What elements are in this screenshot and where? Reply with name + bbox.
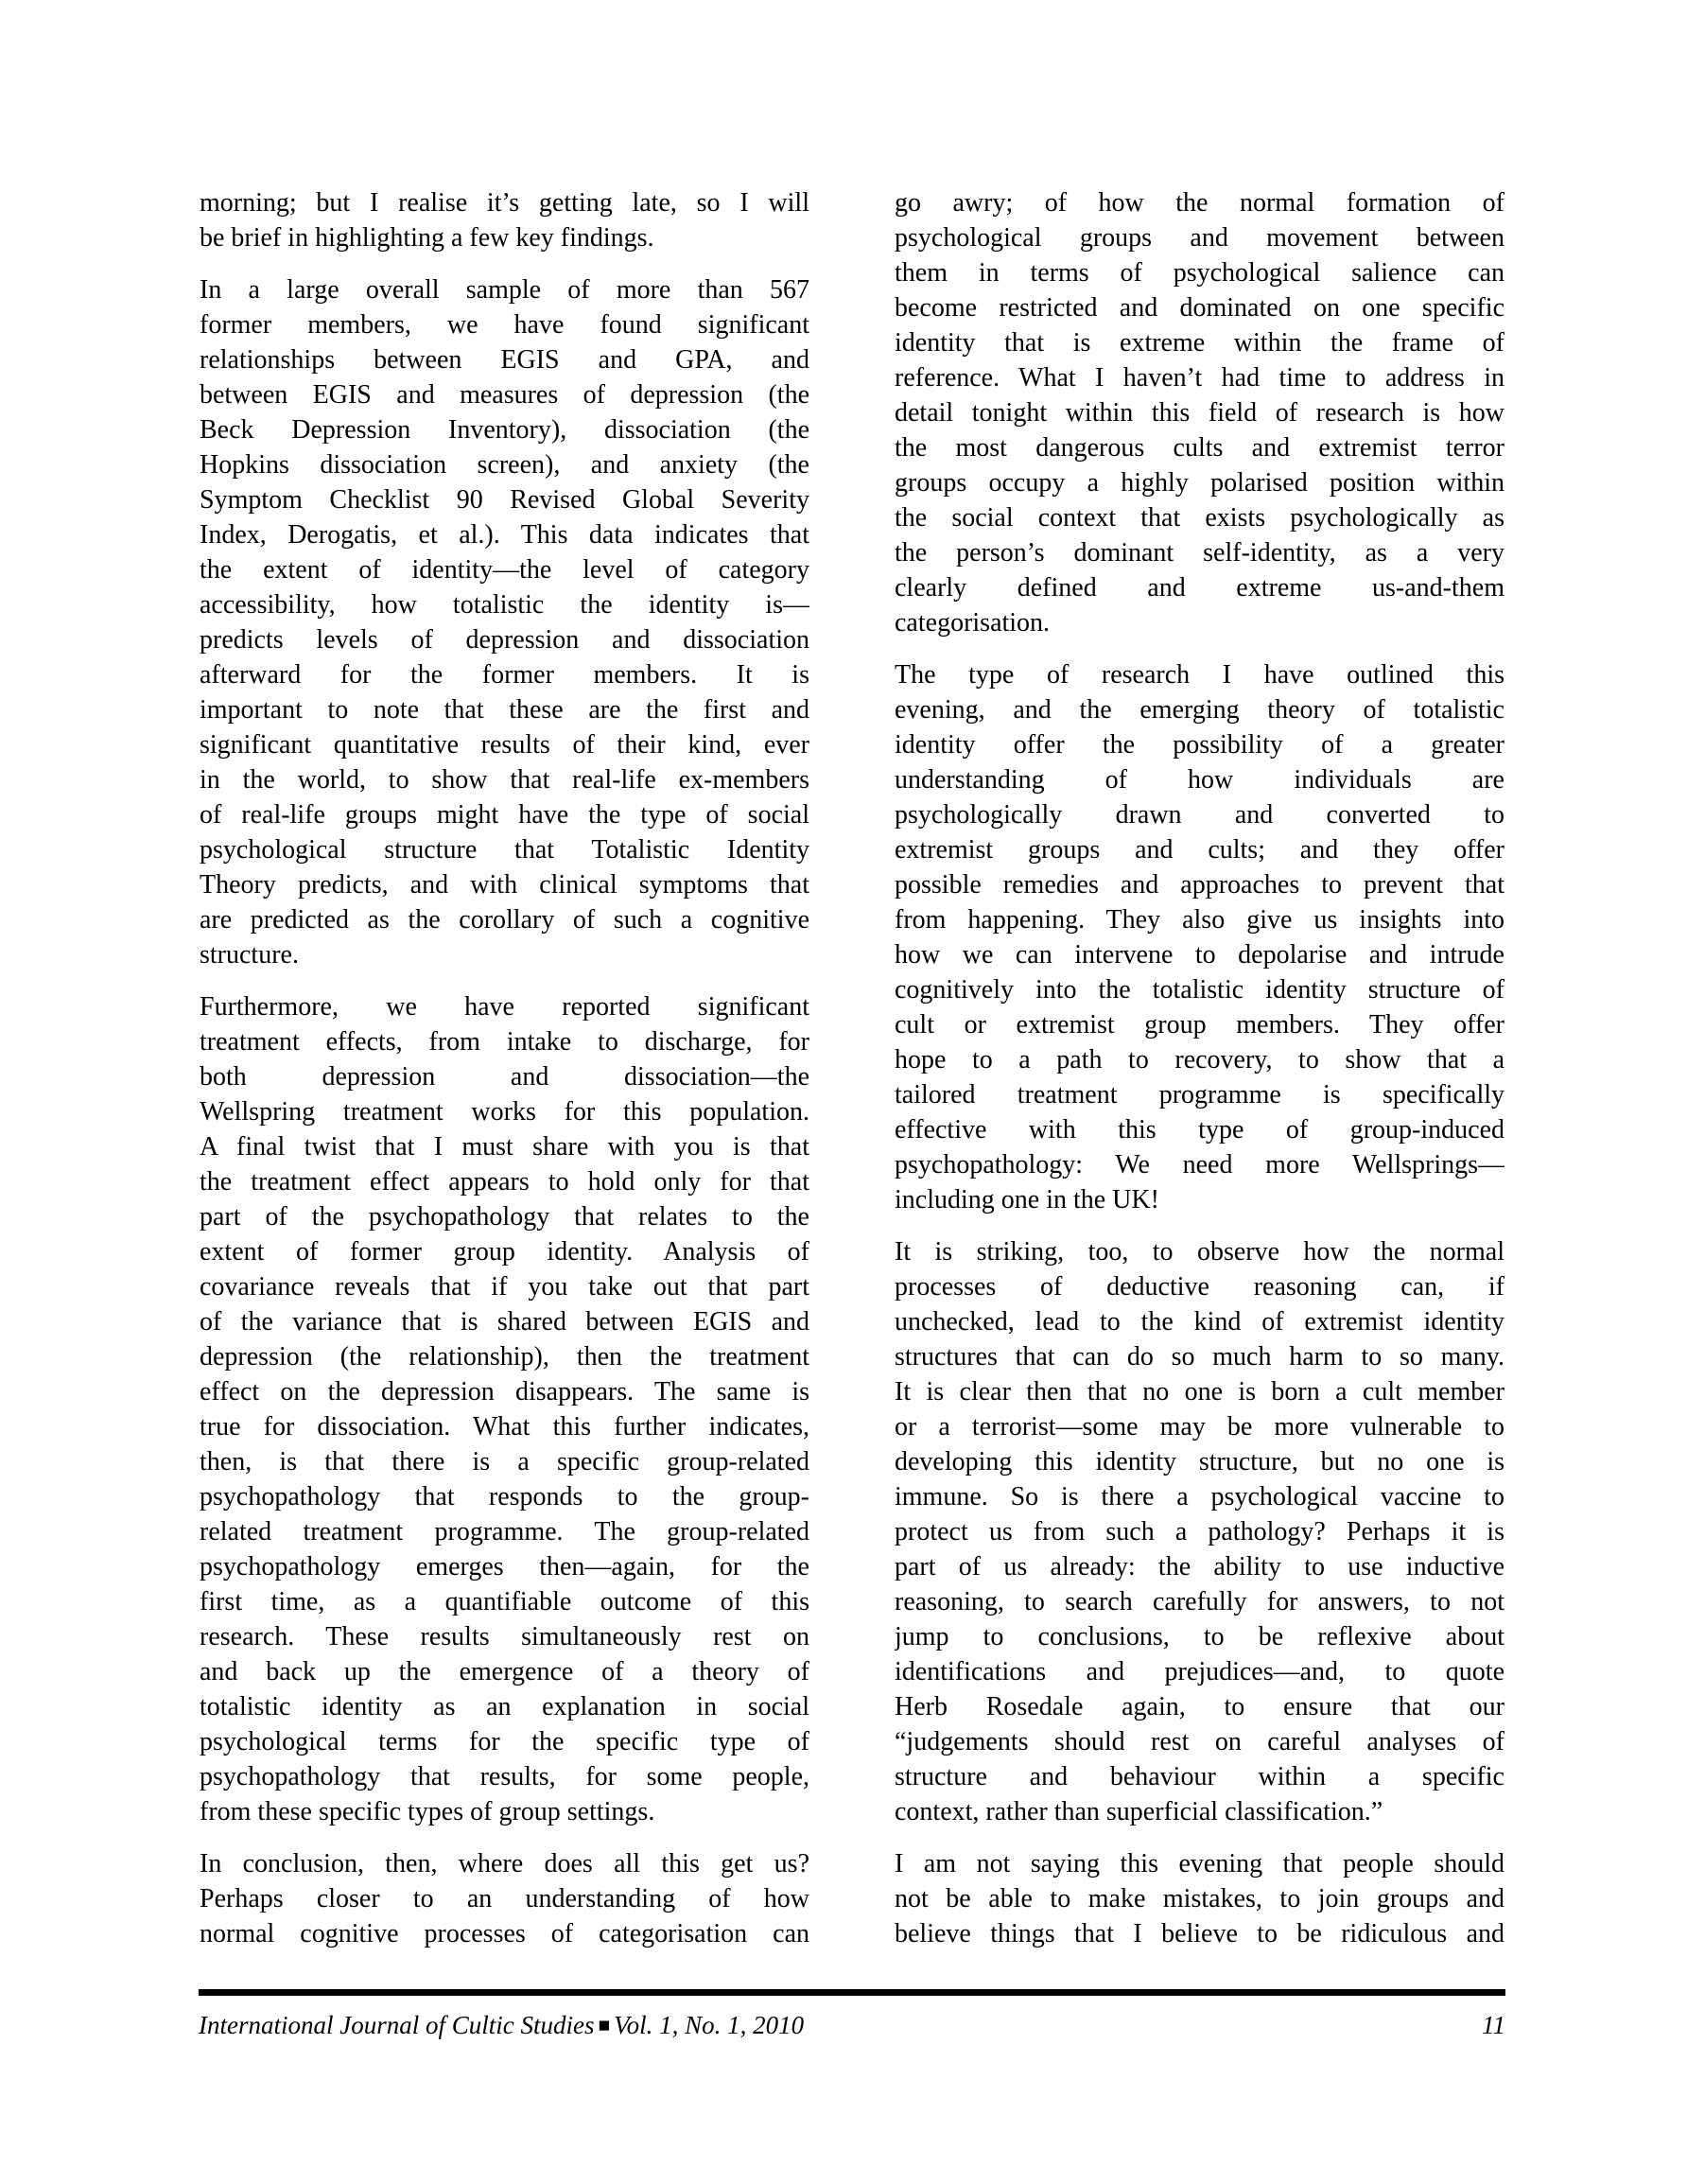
text-line: from these specific types of group settings. xyxy=(200,1797,655,1826)
text-line: structures that can do so much harm to so many. xyxy=(895,1342,1504,1372)
text-line: the treatment effect appears to hold only for that xyxy=(200,1167,809,1197)
text-line: Theory predicts, and with clinical symptoms that xyxy=(200,870,809,900)
text-line: hope to a path to recovery, to show that a xyxy=(895,1045,1504,1075)
text-line: psychological terms for the specific type of xyxy=(200,1727,809,1756)
text-column-right xyxy=(895,185,1504,1968)
text-line: part of the psychopathology that relates to the xyxy=(200,1202,809,1232)
text-line: or a terrorist—some may be more vulnerable to xyxy=(895,1412,1504,1441)
text-line: psychopathology emerges then—again, for the xyxy=(200,1552,809,1581)
text-line: totalistic identity as an explanation in social xyxy=(200,1692,809,1721)
paragraph xyxy=(200,1846,809,1951)
text-line: structure. xyxy=(200,940,299,970)
text-line: In a large overall sample of more than 567 xyxy=(200,275,809,305)
text-line: Furthermore, we have reported significant xyxy=(200,992,809,1022)
text-line: significant quantitative results of their kind, ever xyxy=(200,730,809,760)
text-line: clearly defined and extreme us-and-them xyxy=(895,573,1504,603)
text-line: depression (the relationship), then the treatment xyxy=(200,1342,809,1372)
text-line: the person’s dominant self-identity, as a very xyxy=(895,538,1504,568)
text-line: processes of deductive reasoning can, if xyxy=(895,1272,1504,1302)
text-line: of real-life groups might have the type of social xyxy=(200,800,809,830)
text-line: Perhaps closer to an understanding of how xyxy=(200,1884,809,1913)
text-line: Index, Derogatis, et al.). This data indicates that xyxy=(200,520,809,550)
text-line: relationships between EGIS and GPA, and xyxy=(200,345,809,375)
text-line: detail tonight within this field of research is how xyxy=(895,398,1504,428)
text-line: Symptom Checklist 90 Revised Global Severity xyxy=(200,485,809,515)
issue-info: Vol. 1, No. 1, 2010 xyxy=(614,2011,805,2039)
text-line: immune. So is there a psychological vaccine to xyxy=(895,1482,1504,1511)
text-line: the most dangerous cults and extremist terror xyxy=(895,433,1504,463)
text-line: of the variance that is shared between EGIS and xyxy=(200,1307,809,1337)
text-line: believe things that I believe to be ridiculous and xyxy=(895,1919,1504,1948)
text-line: reasoning, to search carefully for answers, to not xyxy=(895,1587,1504,1616)
text-line: identity offer the possibility of a greater xyxy=(895,730,1504,760)
text-line: The type of research I have outlined this xyxy=(895,660,1504,690)
text-line: “judgements should rest on careful analyses of xyxy=(895,1727,1504,1756)
text-line: effect on the depression disappears. The same is xyxy=(200,1377,809,1406)
text-line: groups occupy a highly polarised position within xyxy=(895,468,1504,498)
text-line: normal cognitive processes of categorisation can xyxy=(200,1919,809,1948)
text-line: Wellspring treatment works for this population. xyxy=(200,1097,809,1127)
page-number: 11 xyxy=(1482,2011,1505,2039)
text-line: identifications and prejudices—and, to quote xyxy=(895,1657,1504,1686)
text-line: treatment effects, from intake to discharge, for xyxy=(200,1027,809,1057)
footer-journal-info xyxy=(199,2009,804,2043)
text-line: categorisation. xyxy=(895,608,1051,638)
text-line: become restricted and dominated on one specific xyxy=(895,293,1504,323)
text-line: former members, we have found significant xyxy=(200,310,809,340)
text-line: including one in the UK! xyxy=(895,1185,1159,1214)
text-line: In conclusion, then, where does all this get us? xyxy=(200,1849,809,1878)
footer-rule xyxy=(199,1989,1505,1996)
text-line: possible remedies and approaches to prevent that xyxy=(895,870,1504,900)
square-separator-icon: ■ xyxy=(598,2014,611,2036)
paragraph xyxy=(200,989,809,1829)
paragraph xyxy=(895,657,1504,1217)
paragraph xyxy=(895,185,1504,640)
text-line: from happening. They also give us insights into xyxy=(895,905,1504,935)
text-line: are predicted as the corollary of such a cognitive xyxy=(200,905,809,935)
text-line: important to note that these are the first and xyxy=(200,695,809,725)
text-line: and back up the emergence of a theory of xyxy=(200,1657,809,1686)
text-line: first time, as a quantifiable outcome of this xyxy=(200,1587,809,1616)
text-line: effective with this type of group-induced xyxy=(895,1115,1504,1144)
text-line: psychopathology: We need more Wellsprings— xyxy=(895,1150,1504,1179)
text-line: A final twist that I must share with you is that xyxy=(200,1132,809,1162)
paragraph xyxy=(200,185,809,255)
text-line: not be able to make mistakes, to join groups and xyxy=(895,1884,1504,1913)
text-line: covariance reveals that if you take out that part xyxy=(200,1272,809,1302)
text-line: psychopathology that results, for some people, xyxy=(200,1762,809,1791)
paragraph xyxy=(200,272,809,972)
text-line: unchecked, lead to the kind of extremist identity xyxy=(895,1307,1504,1337)
page-footer xyxy=(199,2009,1505,2043)
text-line: extremist groups and cults; and they offer xyxy=(895,835,1504,865)
text-line: accessibility, how totalistic the identity is— xyxy=(200,590,809,620)
text-line: then, is that there is a specific group-related xyxy=(200,1447,809,1476)
text-line: both depression and dissociation—the xyxy=(200,1062,809,1092)
text-line: afterward for the former members. It is xyxy=(200,660,809,690)
text-line: Beck Depression Inventory), dissociation (the xyxy=(200,415,809,445)
text-line: structure and behaviour within a specific xyxy=(895,1762,1504,1791)
text-line: true for dissociation. What this further indicates, xyxy=(200,1412,809,1441)
text-column-left xyxy=(200,185,809,1968)
text-line: Hopkins dissociation screen), and anxiety (the xyxy=(200,450,809,480)
text-line: identity that is extreme within the frame of xyxy=(895,328,1504,358)
text-line: evening, and the emerging theory of totalistic xyxy=(895,695,1504,725)
text-line: morning; but I realise it’s getting late, so I will xyxy=(200,188,809,218)
two-column-body xyxy=(200,185,1504,1968)
text-line: It is clear then that no one is born a cult member xyxy=(895,1377,1504,1406)
text-line: cult or extremist group members. They offer xyxy=(895,1010,1504,1040)
text-line: jump to conclusions, to be reflexive about xyxy=(895,1622,1504,1651)
paragraph xyxy=(895,1234,1504,1829)
paragraph xyxy=(895,1846,1504,1951)
text-line: protect us from such a pathology? Perhaps it is xyxy=(895,1517,1504,1546)
text-line: reference. What I haven’t had time to address in xyxy=(895,363,1504,393)
text-line: how we can intervene to depolarise and intrude xyxy=(895,940,1504,970)
text-line: them in terms of psychological salience can xyxy=(895,258,1504,288)
text-line: extent of former group identity. Analysis of xyxy=(200,1237,809,1267)
text-line: psychologically drawn and converted to xyxy=(895,800,1504,830)
text-line: cognitively into the totalistic identity structure of xyxy=(895,975,1504,1005)
text-line: go awry; of how the normal formation of xyxy=(895,188,1504,218)
text-line: predicts levels of depression and dissociation xyxy=(200,625,809,655)
text-line: psychological groups and movement between xyxy=(895,223,1504,253)
text-line: I am not saying this evening that people should xyxy=(895,1849,1504,1878)
text-line: between EGIS and measures of depression (the xyxy=(200,380,809,410)
text-line: context, rather than superficial classification.” xyxy=(895,1797,1383,1826)
text-line: psychological structure that Totalistic Identity xyxy=(200,835,809,865)
text-line: in the world, to show that real-life ex-members xyxy=(200,765,809,795)
text-line: the social context that exists psychologically as xyxy=(895,503,1504,533)
text-line: Herb Rosedale again, to ensure that our xyxy=(895,1692,1504,1721)
text-line: be brief in highlighting a few key findings. xyxy=(200,223,654,253)
text-line: It is striking, too, to observe how the normal xyxy=(895,1237,1504,1267)
text-line: tailored treatment programme is specifically xyxy=(895,1080,1504,1109)
text-line: understanding of how individuals are xyxy=(895,765,1504,795)
text-line: psychopathology that responds to the group- xyxy=(200,1482,809,1511)
text-line: the extent of identity—the level of category xyxy=(200,555,809,585)
text-line: research. These results simultaneously rest on xyxy=(200,1622,809,1651)
text-line: related treatment programme. The group-related xyxy=(200,1517,809,1546)
journal-title: International Journal of Cultic Studies xyxy=(199,2011,595,2039)
text-line: developing this identity structure, but no one is xyxy=(895,1447,1504,1476)
text-line: part of us already: the ability to use inductive xyxy=(895,1552,1504,1581)
